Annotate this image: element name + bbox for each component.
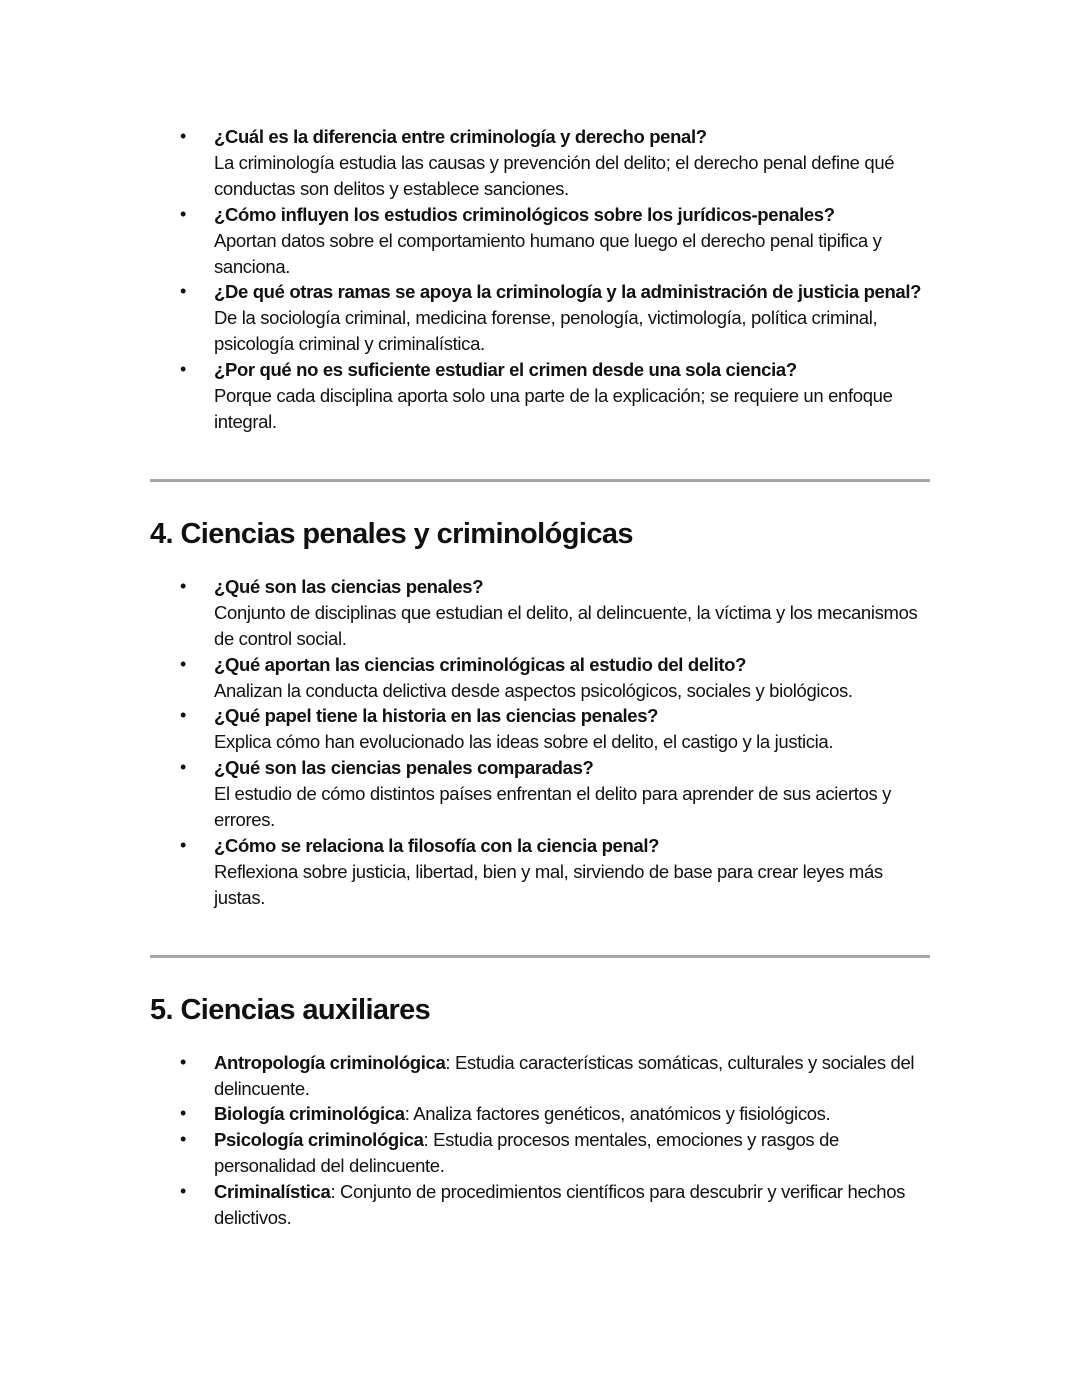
term-text: Antropología criminológica	[214, 1051, 446, 1073]
list-item	[150, 1127, 930, 1179]
bullet-icon: •	[180, 1051, 186, 1072]
bullet-icon: •	[180, 359, 186, 380]
definition-text: : Estudia características somáticas, culturales y sociales del delincuente.	[214, 1051, 915, 1099]
bullet-icon: •	[180, 126, 186, 146]
bullet-icon: •	[180, 834, 186, 855]
term-text: Psicología criminológica	[214, 1129, 424, 1151]
bullet-icon: •	[180, 1129, 186, 1150]
list-item	[150, 279, 930, 357]
list-item	[150, 652, 930, 704]
bullet-icon: •	[180, 757, 186, 778]
list-item	[150, 833, 930, 911]
list-item	[150, 1050, 930, 1102]
answer-text: Porque cada disciplina aporta solo una parte de la explicación; se requiere un enfoque integral.	[214, 385, 893, 432]
list-item	[150, 357, 930, 435]
question-text: ¿De qué otras ramas se apoya la criminología y la administración de justicia penal?	[214, 281, 922, 303]
answer-text: Analizan la conducta delictiva desde aspectos psicológicos, sociales y biológicos.	[214, 679, 853, 701]
question-text: ¿Cómo se relaciona la filosofía con la ciencia penal?	[214, 834, 660, 856]
section-5-heading: 5. Ciencias auxiliares	[150, 993, 431, 1026]
term-text: Criminalística	[214, 1181, 331, 1203]
section5-term-list	[150, 1050, 930, 1231]
question-text: ¿Qué aportan las ciencias criminológicas al estudio del delito?	[214, 653, 747, 675]
section4-question-list	[150, 574, 930, 911]
section-divider	[150, 479, 930, 482]
section-divider	[150, 955, 930, 958]
question-text: ¿Qué son las ciencias penales comparadas?	[214, 757, 594, 779]
answer-text: Conjunto de disciplinas que estudian el delito, al delincuente, la víctima y los mecanismos de control social.	[214, 601, 918, 649]
list-item	[150, 755, 930, 833]
question-text: ¿Qué papel tiene la historia en las ciencias penales?	[214, 705, 659, 727]
bullet-icon: •	[180, 1103, 186, 1124]
list-item	[150, 124, 930, 202]
answer-text: Reflexiona sobre justicia, libertad, bien y mal, sirviendo de base para crear leyes más justas.	[214, 860, 883, 908]
answer-text: El estudio de cómo distintos países enfrentan el delito para aprender de sus aciertos y errores.	[214, 783, 892, 831]
bullet-icon: •	[180, 705, 186, 726]
definition-text: : Analiza factores genéticos, anatómicos y fisiológicos.	[404, 1103, 831, 1125]
list-item	[150, 703, 930, 755]
document-page	[150, 124, 930, 1231]
question-text: ¿Cuál es la diferencia entre criminología y derecho penal?	[214, 126, 707, 147]
question-text: ¿Cómo influyen los estudios criminológicos sobre los jurídicos-penales?	[214, 203, 835, 225]
list-item	[150, 202, 930, 280]
definition-text: : Conjunto de procedimientos científicos para descubrir y verificar hechos delictivos.	[214, 1181, 906, 1229]
bullet-icon: •	[180, 281, 186, 302]
list-item	[150, 1179, 930, 1231]
answer-text: Aportan datos sobre el comportamiento humano que luego el derecho penal tipifica y sanciona.	[214, 229, 882, 277]
bullet-icon: •	[180, 203, 186, 224]
bullet-icon: •	[180, 653, 186, 674]
answer-text: Explica cómo han evolucionado las ideas sobre el delito, el castigo y la justicia.	[214, 731, 834, 753]
definition-text: : Estudia procesos mentales, emociones y rasgos de personalidad del delincuente.	[214, 1129, 839, 1177]
term-text: Biología criminológica	[214, 1103, 405, 1125]
answer-text: De la sociología criminal, medicina forense, penología, victimología, política criminal, psicología criminal y criminalística.	[214, 307, 878, 355]
section3-question-list	[150, 124, 930, 435]
question-text: ¿Por qué no es suficiente estudiar el crimen desde una sola ciencia?	[214, 359, 797, 381]
section-4-heading: 4. Ciencias penales y criminológicas	[150, 517, 633, 550]
question-text: ¿Qué son las ciencias penales?	[214, 575, 484, 597]
answer-text: La criminología estudia las causas y prevención del delito; el derecho penal define qué conductas son delitos y establece sanciones.	[214, 151, 895, 199]
list-item	[150, 1101, 930, 1127]
bullet-icon: •	[180, 1181, 186, 1202]
list-item	[150, 574, 930, 652]
bullet-icon: •	[180, 575, 186, 596]
